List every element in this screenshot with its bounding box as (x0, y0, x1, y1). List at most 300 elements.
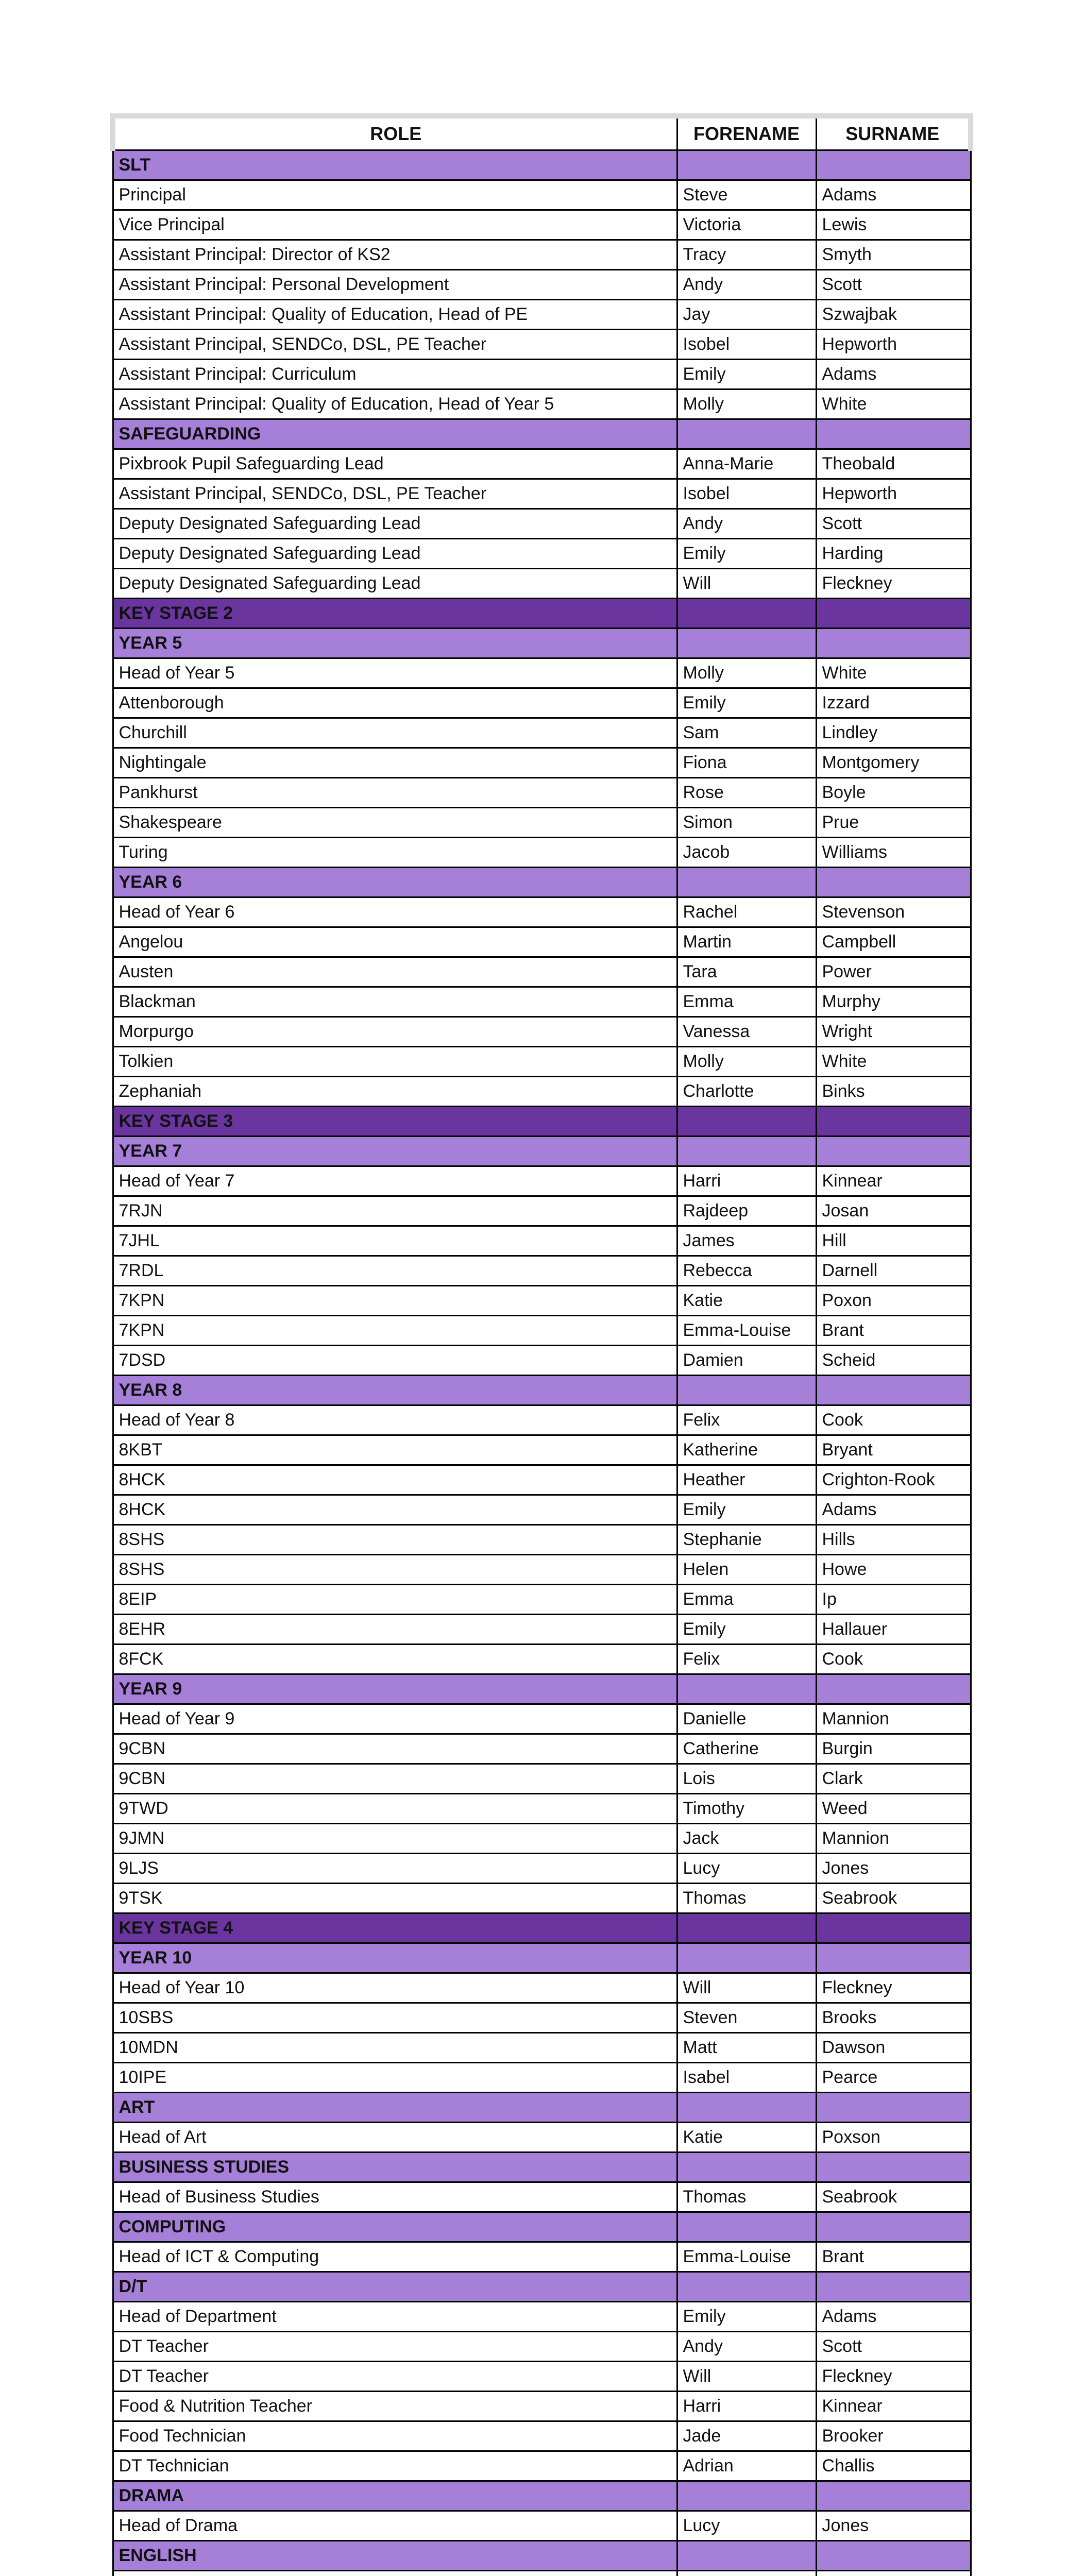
table-row (113, 957, 971, 987)
role-cell: Vice Principal (113, 210, 677, 240)
table-row (113, 2063, 971, 2093)
forename-cell: Emily (677, 2302, 816, 2332)
role-cell: 10MDN (113, 2033, 677, 2063)
role-cell: DT Teacher (113, 2332, 677, 2362)
table-row (113, 1645, 971, 1674)
table-row (113, 1405, 971, 1435)
forename-cell (677, 150, 816, 180)
surname-cell: Crighton-Rook (816, 1465, 971, 1495)
role-cell: Head of Drama (113, 2511, 677, 2541)
surname-cell: Jones (816, 2511, 971, 2541)
forename-cell (677, 1137, 816, 1166)
role-cell: 7KPN (113, 1316, 677, 1346)
role-cell: Head of ICT & Computing (113, 2242, 677, 2272)
surname-cell: Montgomery (816, 748, 971, 778)
surname-cell: Josan (816, 1196, 971, 1226)
forename-cell: Heather (677, 1465, 816, 1495)
role-cell: Head of Year 8 (113, 1405, 677, 1435)
forename-header: FORENAME (677, 116, 816, 150)
role-cell: 9TWD (113, 1794, 677, 1824)
forename-cell: Molly (677, 658, 816, 688)
surname-cell: Adams (816, 180, 971, 210)
surname-cell: Burgin (816, 1734, 971, 1764)
key-stage-row (113, 1913, 971, 1943)
key-stage-row (113, 1107, 971, 1137)
role-cell: Nightingale (113, 748, 677, 778)
table-row (113, 1973, 971, 2003)
forename-cell: Rajdeep (677, 1196, 816, 1226)
section-heading-row (113, 868, 971, 897)
forename-cell (677, 1943, 816, 1973)
section-label: YEAR 5 (113, 629, 677, 658)
forename-cell: Emma (677, 1585, 816, 1615)
table-row (113, 2362, 971, 2392)
role-cell: Assistant Principal: Director of KS2 (113, 240, 677, 270)
surname-cell: Cook (816, 1405, 971, 1435)
surname-cell (816, 1913, 971, 1943)
staff-table (110, 113, 973, 2576)
section-heading-row (113, 2481, 971, 2511)
section-heading-row (113, 2272, 971, 2302)
surname-cell: Hills (816, 1525, 971, 1555)
forename-cell: Lucy (677, 2511, 816, 2541)
forename-cell: Stephanie (677, 1525, 816, 1555)
surname-cell (816, 419, 971, 449)
forename-cell (677, 2571, 816, 2576)
surname-cell: Scott (816, 270, 971, 300)
forename-cell: Sam (677, 718, 816, 748)
role-cell: Food Technician (113, 2421, 677, 2451)
table-row (113, 1047, 971, 1077)
section-heading-row (113, 629, 971, 658)
role-cell: Morpurgo (113, 1017, 677, 1047)
table-row (113, 1794, 971, 1824)
role-cell: Assistant Principal: Quality of Education, Head of Year 5 (113, 389, 677, 419)
surname-cell: Fleckney (816, 1973, 971, 2003)
forename-cell: James (677, 1226, 816, 1256)
forename-cell: Molly (677, 1047, 816, 1077)
role-cell: Attenborough (113, 688, 677, 718)
table-row (113, 1764, 971, 1794)
surname-cell: Mannion (816, 1824, 971, 1854)
table-row (113, 569, 971, 599)
section-label: ENGLISH (113, 2541, 677, 2571)
table-row (113, 987, 971, 1017)
table-row (113, 838, 971, 868)
surname-cell: White (816, 658, 971, 688)
forename-cell: Isobel (677, 479, 816, 509)
surname-cell: Adams (816, 2302, 971, 2332)
forename-cell (677, 2541, 816, 2571)
table-row (113, 240, 971, 270)
role-cell: DT Teacher (113, 2362, 677, 2392)
surname-cell: Scheid (816, 1346, 971, 1376)
table-row (113, 1615, 971, 1645)
section-heading-row (113, 2093, 971, 2123)
section-label: COMPUTING (113, 2212, 677, 2242)
role-cell: 8FCK (113, 1645, 677, 1674)
section-heading-row (113, 1137, 971, 1166)
surname-cell (816, 2571, 971, 2576)
table-row (113, 2421, 971, 2451)
table-row (113, 897, 971, 927)
table-row (113, 2332, 971, 2362)
surname-cell: Darnell (816, 1256, 971, 1286)
table-row (113, 688, 971, 718)
role-cell: Head of Year 5 (113, 658, 677, 688)
role-cell: Head of Year 9 (113, 1704, 677, 1734)
forename-cell: Katie (677, 1286, 816, 1316)
forename-cell (677, 419, 816, 449)
table-row (113, 927, 971, 957)
forename-cell: Catherine (677, 1734, 816, 1764)
forename-cell: Jacob (677, 838, 816, 868)
forename-cell: Harri (677, 1166, 816, 1196)
surname-cell: White (816, 389, 971, 419)
forename-cell: Andy (677, 2332, 816, 2362)
table-row (113, 2182, 971, 2212)
section-label: KEY STAGE 2 (113, 599, 677, 629)
table-row (113, 449, 971, 479)
surname-cell (816, 1943, 971, 1973)
forename-cell: Vanessa (677, 1017, 816, 1047)
forename-cell (677, 1376, 816, 1405)
section-label: YEAR 10 (113, 1943, 677, 1973)
forename-cell: Rose (677, 778, 816, 808)
table-row (113, 300, 971, 330)
role-cell: 7JHL (113, 1226, 677, 1256)
role-cell: 8SHS (113, 1555, 677, 1585)
role-cell: 8SHS (113, 1525, 677, 1555)
forename-cell: Emily (677, 1615, 816, 1645)
surname-cell: Stevenson (816, 897, 971, 927)
table-body (113, 150, 971, 2576)
forename-cell: Jack (677, 1824, 816, 1854)
section-label: D/T (113, 2272, 677, 2302)
forename-cell (677, 629, 816, 658)
forename-cell (677, 1107, 816, 1137)
role-cell: Head of Business Studies (113, 2182, 677, 2212)
forename-cell: Emily (677, 688, 816, 718)
forename-cell: Damien (677, 1346, 816, 1376)
surname-cell: Fleckney (816, 569, 971, 599)
role-cell: 8HCK (113, 1495, 677, 1525)
surname-cell: Smyth (816, 240, 971, 270)
surname-cell: Kinnear (816, 2392, 971, 2421)
table-row (113, 180, 971, 210)
surname-cell: Prue (816, 808, 971, 838)
table-row (113, 748, 971, 778)
table-row (113, 1435, 971, 1465)
table-row (113, 509, 971, 539)
table-header (113, 116, 971, 150)
table-row (113, 1077, 971, 1107)
section-heading-row (113, 2541, 971, 2571)
header-row (113, 116, 971, 150)
role-cell: Pixbrook Pupil Safeguarding Lead (113, 449, 677, 479)
section-label: DRAMA (113, 2481, 677, 2511)
forename-cell (677, 2093, 816, 2123)
role-cell: 8KBT (113, 1435, 677, 1465)
forename-cell: Felix (677, 1645, 816, 1674)
table-row (113, 1226, 971, 1256)
surname-cell: Fleckney (816, 2362, 971, 2392)
table-row (113, 1166, 971, 1196)
forename-cell: Jade (677, 2421, 816, 2451)
surname-cell: Campbell (816, 927, 971, 957)
surname-cell: Murphy (816, 987, 971, 1017)
surname-cell (816, 2272, 971, 2302)
surname-cell (816, 2153, 971, 2182)
role-cell: Head of Department (113, 2302, 677, 2332)
role-cell: 7KPN (113, 1286, 677, 1316)
role-cell: 8EHR (113, 1615, 677, 1645)
table-row (113, 2003, 971, 2033)
forename-cell: Adrian (677, 2451, 816, 2481)
role-cell: Shakespeare (113, 808, 677, 838)
surname-cell (816, 1376, 971, 1405)
role-cell: Assistant Principal, SENDCo, DSL, PE Teacher (113, 330, 677, 360)
forename-cell (677, 1674, 816, 1704)
forename-cell: Fiona (677, 748, 816, 778)
forename-cell (677, 2272, 816, 2302)
surname-cell: Poxson (816, 2123, 971, 2153)
section-label: SLT (113, 150, 677, 180)
table-row (113, 1346, 971, 1376)
role-cell: DT Technician (113, 2451, 677, 2481)
forename-cell: Andy (677, 270, 816, 300)
role-cell: 10IPE (113, 2063, 677, 2093)
surname-cell: Boyle (816, 778, 971, 808)
section-heading-row (113, 2153, 971, 2182)
surname-cell: Adams (816, 360, 971, 389)
forename-cell: Harri (677, 2392, 816, 2421)
surname-cell: Scott (816, 509, 971, 539)
section-label: KEY STAGE 4 (113, 1913, 677, 1943)
forename-cell: Steve (677, 180, 816, 210)
forename-cell: Tara (677, 957, 816, 987)
surname-cell: Kinnear (816, 1166, 971, 1196)
surname-cell: Scott (816, 2332, 971, 2362)
role-cell: Blackman (113, 987, 677, 1017)
role-cell: Angelou (113, 927, 677, 957)
forename-cell: Katherine (677, 1435, 816, 1465)
section-heading-row (113, 419, 971, 449)
surname-cell: Clark (816, 1764, 971, 1794)
forename-cell: Simon (677, 808, 816, 838)
surname-cell: White (816, 1047, 971, 1077)
surname-cell: Brant (816, 1316, 971, 1346)
forename-cell: Isabel (677, 2063, 816, 2093)
table-row (113, 360, 971, 389)
surname-cell: Hill (816, 1226, 971, 1256)
forename-cell (677, 1913, 816, 1943)
forename-cell: Charlotte (677, 1077, 816, 1107)
section-label: KEY STAGE 3 (113, 1107, 677, 1137)
role-cell: Zephaniah (113, 1077, 677, 1107)
role-cell: Principal (113, 180, 677, 210)
surname-cell: Cook (816, 1645, 971, 1674)
surname-cell: Lewis (816, 210, 971, 240)
surname-cell: Wright (816, 1017, 971, 1047)
surname-cell: Brooker (816, 2421, 971, 2451)
surname-cell (816, 2481, 971, 2511)
surname-cell: Dawson (816, 2033, 971, 2063)
role-cell: Assistant Principal: Personal Development (113, 270, 677, 300)
forename-cell: Emma-Louise (677, 1316, 816, 1346)
forename-cell: Emily (677, 539, 816, 569)
surname-cell: Weed (816, 1794, 971, 1824)
section-label: YEAR 9 (113, 1674, 677, 1704)
role-cell: Head of Year 10 (113, 1973, 677, 2003)
role-cell: 8HCK (113, 1465, 677, 1495)
surname-cell: Poxon (816, 1286, 971, 1316)
role-cell: Deputy Designated Safeguarding Lead (113, 539, 677, 569)
surname-cell: Williams (816, 838, 971, 868)
forename-cell: Andy (677, 509, 816, 539)
forename-cell: Will (677, 569, 816, 599)
surname-cell: Brooks (816, 2003, 971, 2033)
surname-cell: Ip (816, 1585, 971, 1615)
forename-cell: Isobel (677, 330, 816, 360)
role-cell: Churchill (113, 718, 677, 748)
surname-cell: Harding (816, 539, 971, 569)
forename-cell: Rachel (677, 897, 816, 927)
role-cell: 9CBN (113, 1734, 677, 1764)
table-row (113, 1196, 971, 1226)
section-heading-row (113, 1674, 971, 1704)
surname-cell (816, 2541, 971, 2571)
role-cell: Deputy Designated Safeguarding Lead (113, 569, 677, 599)
table-row (113, 2451, 971, 2481)
table-row (113, 2571, 971, 2576)
forename-cell: Emma (677, 987, 816, 1017)
table-row (113, 2033, 971, 2063)
forename-cell: Will (677, 2362, 816, 2392)
forename-cell: Anna-Marie (677, 449, 816, 479)
role-cell: 7RJN (113, 1196, 677, 1226)
forename-cell: Danielle (677, 1704, 816, 1734)
role-cell: Assistant Principal: Quality of Education, Head of PE (113, 300, 677, 330)
surname-cell (816, 150, 971, 180)
role-cell: Head of Year 7 (113, 1166, 677, 1196)
table-row (113, 2302, 971, 2332)
table-row (113, 210, 971, 240)
section-label: YEAR 8 (113, 1376, 677, 1405)
role-cell: Food & Nutrition Teacher (113, 2392, 677, 2421)
surname-cell: Power (816, 957, 971, 987)
forename-cell (677, 868, 816, 897)
table-row (113, 658, 971, 688)
forename-cell (677, 2481, 816, 2511)
forename-cell: Timothy (677, 1794, 816, 1824)
role-cell: 7RDL (113, 1256, 677, 1286)
table-row (113, 330, 971, 360)
role-cell: 9CBN (113, 1764, 677, 1794)
forename-cell: Emma-Louise (677, 2242, 816, 2272)
role-cell: 10SBS (113, 2003, 677, 2033)
surname-cell: Bryant (816, 1435, 971, 1465)
table-row (113, 2123, 971, 2153)
forename-cell: Matt (677, 2033, 816, 2063)
table-row (113, 479, 971, 509)
forename-cell (677, 2153, 816, 2182)
surname-cell: Hallauer (816, 1615, 971, 1645)
forename-cell: Victoria (677, 210, 816, 240)
table-row (113, 2392, 971, 2421)
forename-cell: Molly (677, 389, 816, 419)
table-row (113, 808, 971, 838)
role-cell: Pankhurst (113, 778, 677, 808)
forename-cell: Helen (677, 1555, 816, 1585)
section-heading-row (113, 2212, 971, 2242)
surname-header: SURNAME (816, 116, 971, 150)
forename-cell: Rebecca (677, 1256, 816, 1286)
role-cell (113, 2571, 677, 2576)
role-cell: 8EIP (113, 1585, 677, 1615)
table-row (113, 389, 971, 419)
forename-cell: Emily (677, 360, 816, 389)
role-cell: Assistant Principal: Curriculum (113, 360, 677, 389)
role-header: ROLE (113, 116, 677, 150)
surname-cell: Szwajbak (816, 300, 971, 330)
table-row (113, 270, 971, 300)
surname-cell (816, 1107, 971, 1137)
surname-cell (816, 1674, 971, 1704)
surname-cell: Izzard (816, 688, 971, 718)
role-cell: Austen (113, 957, 677, 987)
forename-cell: Jay (677, 300, 816, 330)
table-row (113, 1465, 971, 1495)
section-heading-row (113, 1943, 971, 1973)
forename-cell: Thomas (677, 1884, 816, 1913)
section-heading-row (113, 1376, 971, 1405)
table-row (113, 2511, 971, 2541)
table-row (113, 1017, 971, 1047)
surname-cell: Hepworth (816, 330, 971, 360)
surname-cell: Howe (816, 1555, 971, 1585)
surname-cell: Brant (816, 2242, 971, 2272)
surname-cell (816, 2093, 971, 2123)
key-stage-row (113, 599, 971, 629)
table-row (113, 1286, 971, 1316)
section-label: YEAR 7 (113, 1137, 677, 1166)
role-cell: Assistant Principal, SENDCo, DSL, PE Teacher (113, 479, 677, 509)
table-row (113, 2242, 971, 2272)
section-label: BUSINESS STUDIES (113, 2153, 677, 2182)
forename-cell: Felix (677, 1405, 816, 1435)
table-row (113, 1585, 971, 1615)
surname-cell: Challis (816, 2451, 971, 2481)
surname-cell: Seabrook (816, 2182, 971, 2212)
role-cell: Head of Art (113, 2123, 677, 2153)
forename-cell (677, 599, 816, 629)
table-row (113, 1854, 971, 1884)
role-cell: Tolkien (113, 1047, 677, 1077)
section-label: ART (113, 2093, 677, 2123)
role-cell: 9LJS (113, 1854, 677, 1884)
role-cell: Deputy Designated Safeguarding Lead (113, 509, 677, 539)
section-label: YEAR 6 (113, 868, 677, 897)
role-cell: Turing (113, 838, 677, 868)
table-row (113, 1704, 971, 1734)
surname-cell: Theobald (816, 449, 971, 479)
forename-cell: Thomas (677, 2182, 816, 2212)
surname-cell (816, 2212, 971, 2242)
surname-cell: Mannion (816, 1704, 971, 1734)
surname-cell (816, 599, 971, 629)
table-row (113, 1256, 971, 1286)
